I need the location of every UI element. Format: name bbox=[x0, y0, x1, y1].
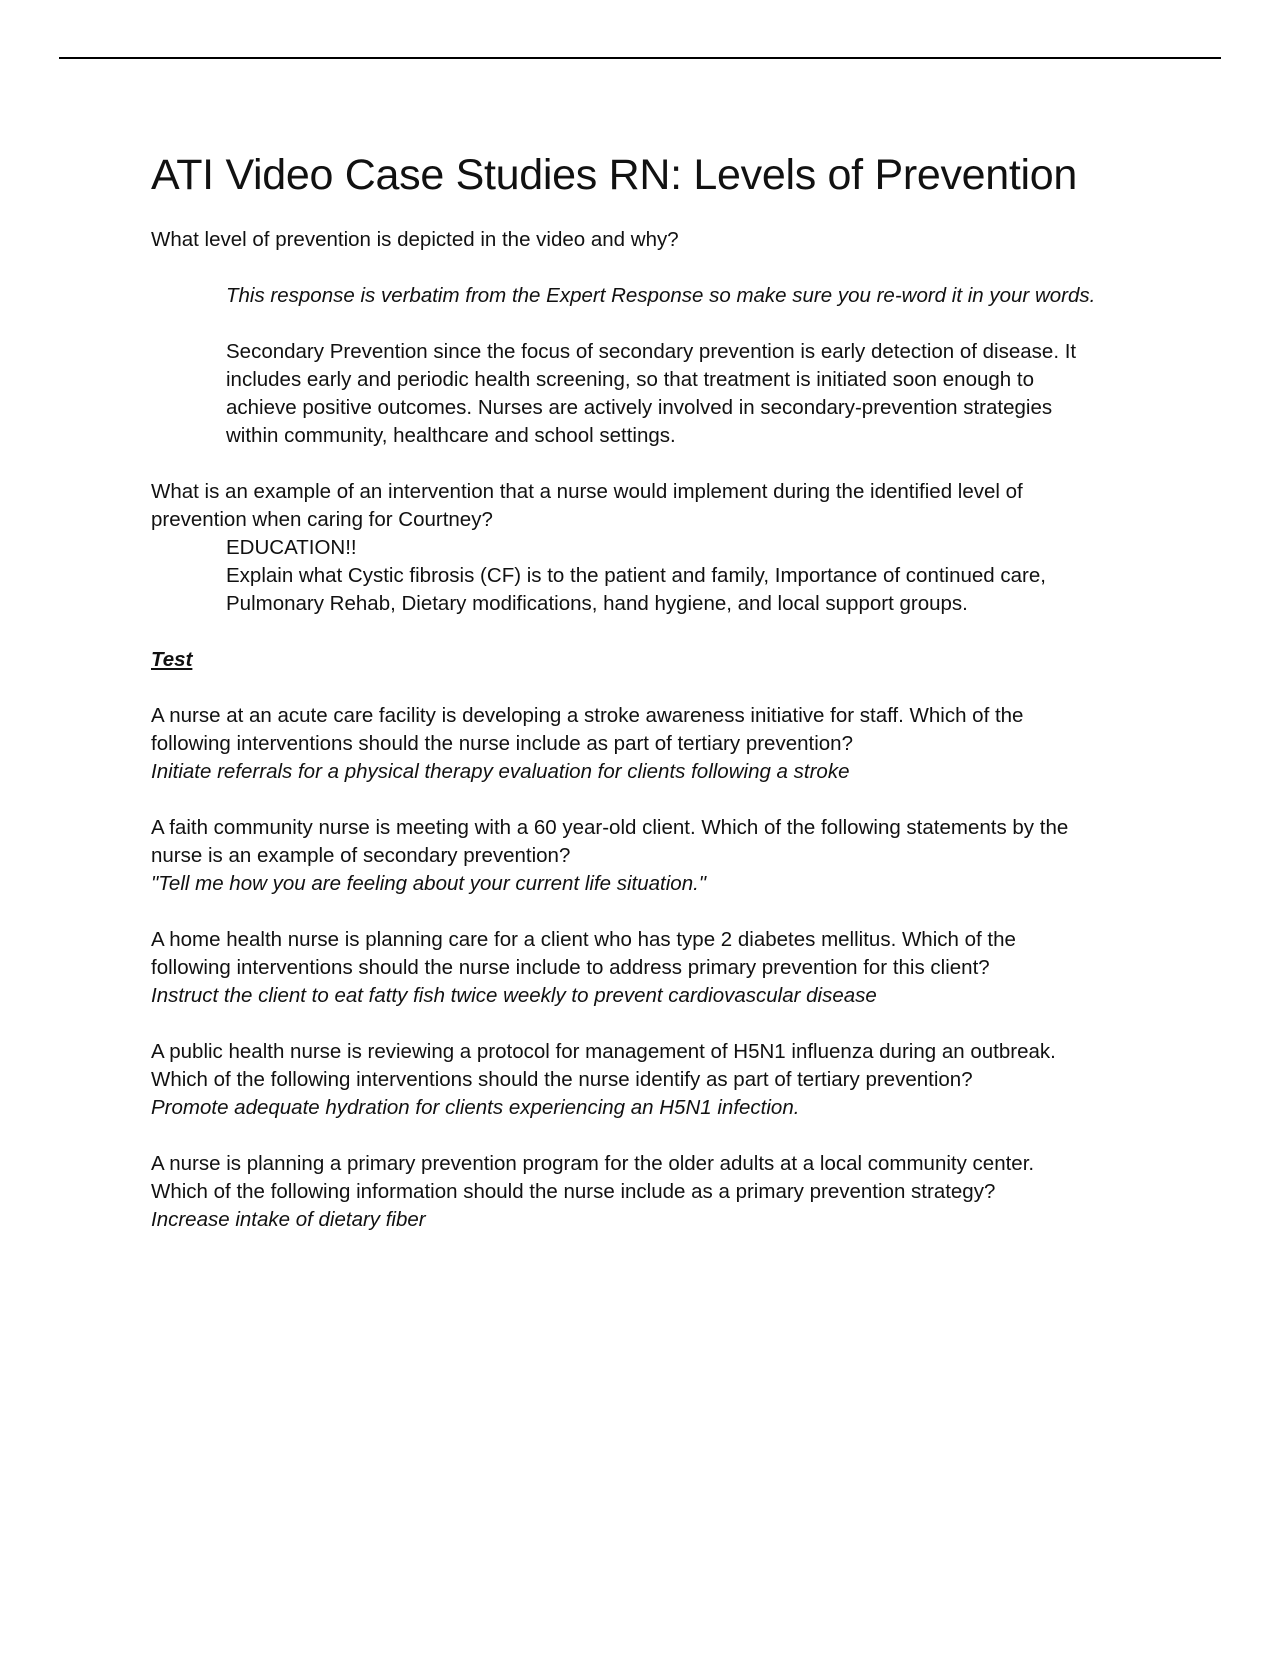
test-answer: Instruct the client to eat fatty fish twice weekly to prevent cardiovascular disease bbox=[151, 983, 877, 1007]
q2-answer-heading: EDUCATION!! bbox=[226, 535, 357, 559]
q2-question-line: What is an example of an intervention that a nurse would implement during the identified level of bbox=[151, 479, 1023, 503]
q1-answer-line: includes early and periodic health screening, so that treatment is initiated soon enough to bbox=[226, 367, 1034, 391]
page-title: ATI Video Case Studies RN: Levels of Prevention bbox=[151, 151, 1078, 199]
q2-answer-line: Pulmonary Rehab, Dietary modifications, hand hygiene, and local support groups. bbox=[226, 591, 968, 615]
test-question-line: nurse is an example of secondary prevention? bbox=[151, 843, 571, 867]
test-answer: "Tell me how you are feeling about your current life situation." bbox=[151, 871, 707, 895]
q1-question: What level of prevention is depicted in the video and why? bbox=[151, 227, 679, 251]
test-answer: Increase intake of dietary fiber bbox=[151, 1207, 426, 1231]
test-question-line: A nurse is planning a primary prevention program for the older adults at a local community center. bbox=[151, 1151, 1035, 1175]
q2-question-line: prevention when caring for Courtney? bbox=[151, 507, 493, 531]
q1-note: This response is verbatim from the Expert Response so make sure you re-word it in your words. bbox=[226, 283, 1096, 307]
test-question-line: following interventions should the nurse include as part of tertiary prevention? bbox=[151, 731, 853, 755]
test-answer: Initiate referrals for a physical therapy evaluation for clients following a stroke bbox=[151, 759, 850, 783]
q1-answer-line: Secondary Prevention since the focus of secondary prevention is early detection of disease. It bbox=[226, 339, 1077, 363]
q2-answer-line: Explain what Cystic fibrosis (CF) is to the patient and family, Importance of continued care, bbox=[226, 563, 1046, 587]
test-question-line: Which of the following information should the nurse include as a primary prevention strategy? bbox=[151, 1179, 996, 1203]
test-question-line: A home health nurse is planning care for a client who has type 2 diabetes mellitus. Which of the bbox=[151, 927, 1016, 951]
q1-answer-line: achieve positive outcomes. Nurses are actively involved in secondary-prevention strategies bbox=[226, 395, 1053, 419]
test-answer: Promote adequate hydration for clients experiencing an H5N1 infection. bbox=[151, 1095, 800, 1119]
test-question-line: A public health nurse is reviewing a protocol for management of H5N1 influenza during an outbreak. bbox=[151, 1039, 1056, 1063]
test-question-line: A faith community nurse is meeting with a 60 year-old client. Which of the following statements by the bbox=[151, 815, 1069, 839]
top-divider bbox=[59, 57, 1221, 59]
test-question-line: Which of the following interventions should the nurse identify as part of tertiary prevention? bbox=[151, 1067, 973, 1091]
test-question-line: A nurse at an acute care facility is developing a stroke awareness initiative for staff. Which of the bbox=[151, 703, 1024, 727]
q1-answer-line: within community, healthcare and school settings. bbox=[226, 423, 676, 447]
document-body bbox=[151, 150, 1151, 1234]
test-heading: Test bbox=[151, 647, 193, 671]
test-question-line: following interventions should the nurse include to address primary prevention for this client? bbox=[151, 955, 990, 979]
